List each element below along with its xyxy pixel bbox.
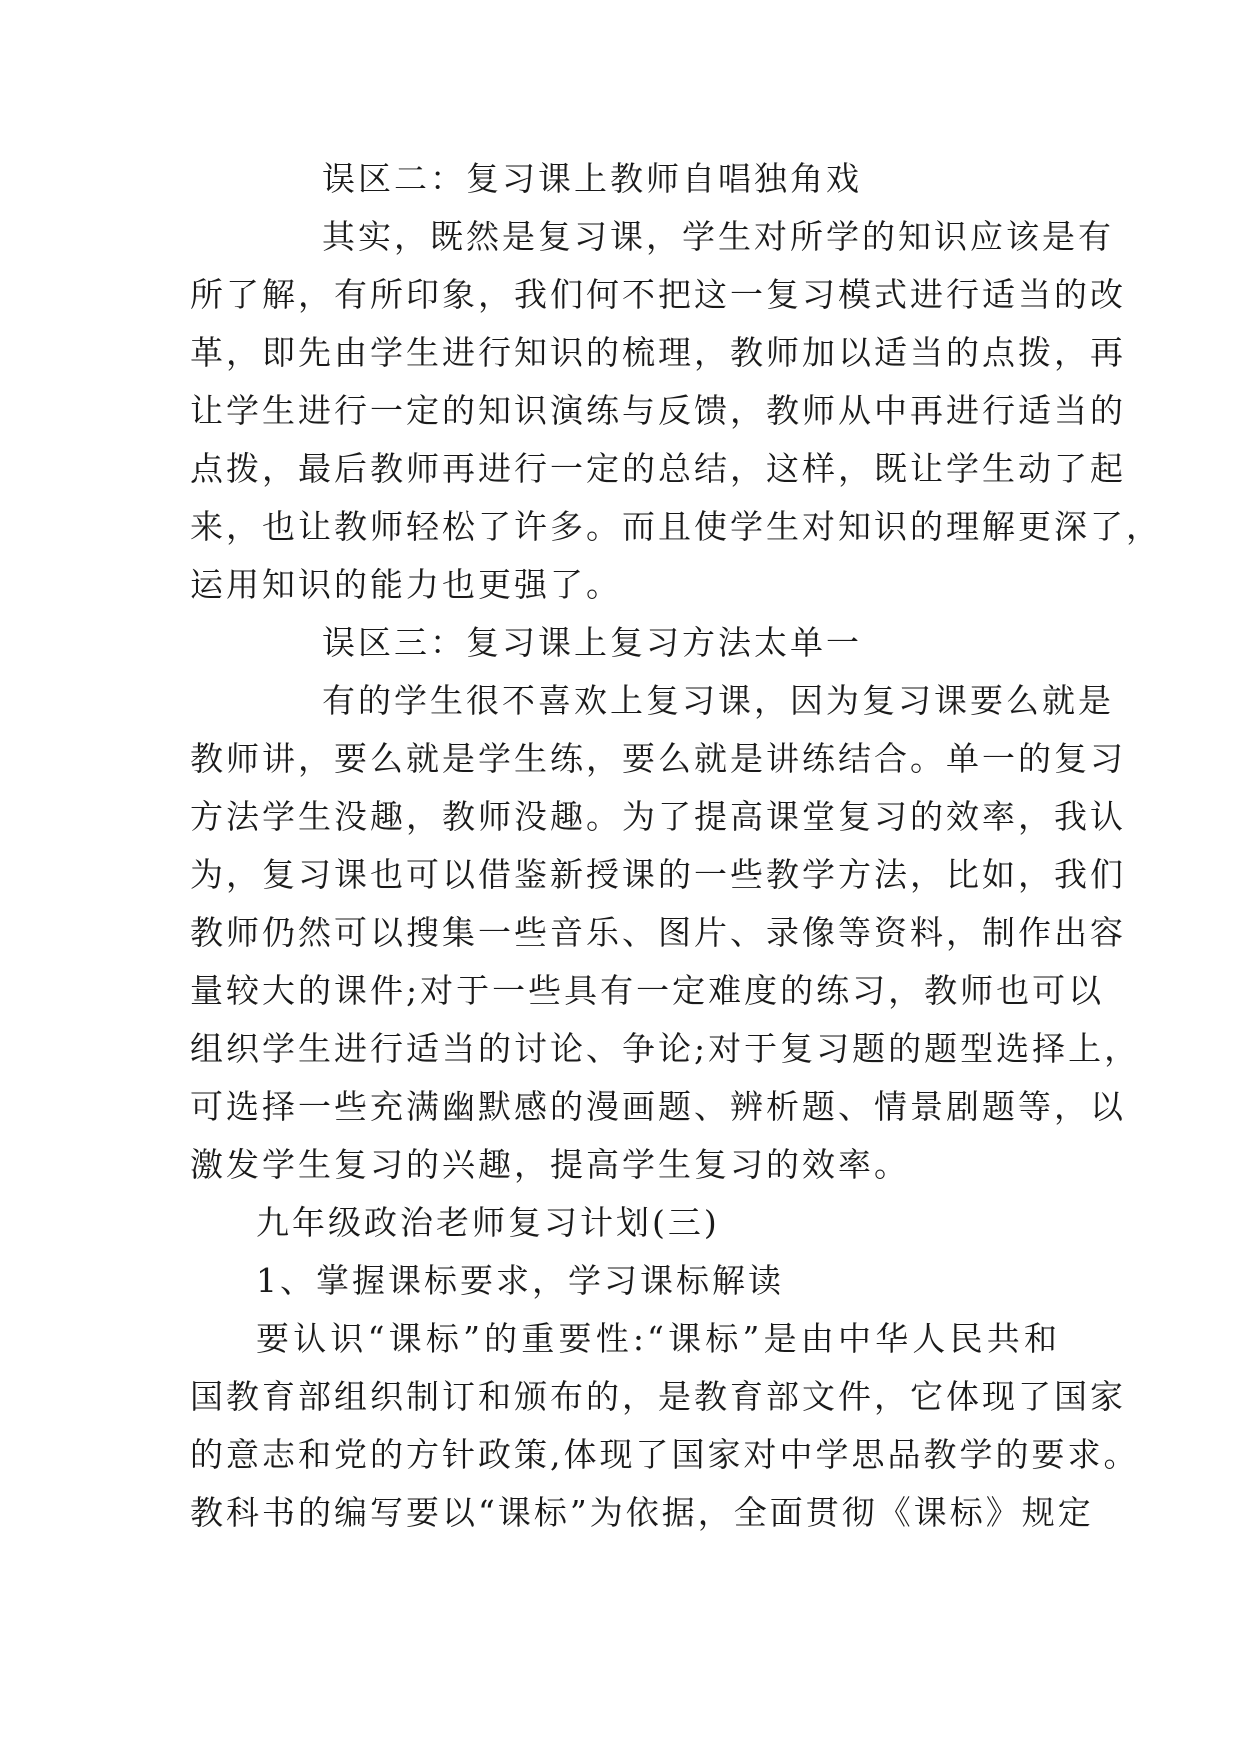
paragraph-line: 让学生进行一定的知识演练与反馈，教师从中再进行适当的	[190, 391, 1126, 430]
paragraph-line: 所了解，有所印象，我们何不把这一复习模式进行适当的改	[190, 275, 1126, 314]
paragraph-line: 来，也让教师轻松了许多。而且使学生对知识的理解更深了，	[190, 507, 1162, 546]
paragraph-line: 点拨，最后教师再进行一定的总结，这样，既让学生动了起	[190, 449, 1126, 488]
paragraph-line: 要认识“课标”的重要性:“课标”是由中华人民共和	[256, 1319, 1060, 1358]
paragraph-line: 的意志和党的方针政策,体现了国家对中学思品教学的要求。	[190, 1435, 1140, 1474]
paragraph-line: 革，即先由学生进行知识的梳理，教师加以适当的点拨，再	[190, 333, 1126, 372]
paragraph-line: 教师仍然可以搜集一些音乐、图片、录像等资料，制作出容	[190, 913, 1126, 952]
document-body	[190, 150, 1162, 1542]
paragraph-line: 教科书的编写要以“课标”为依据，全面贯彻《课标》规定	[190, 1493, 1094, 1532]
paragraph-line: 为，复习课也可以借鉴新授课的一些教学方法，比如，我们	[190, 855, 1126, 894]
section-heading-misconception-2: 误区二：复习课上教师自唱独角戏	[322, 159, 862, 198]
paragraph-line: 激发学生复习的兴趣，提高学生复习的效率。	[190, 1145, 910, 1184]
paragraph-line: 教师讲，要么就是学生练，要么就是讲练结合。单一的复习	[190, 739, 1126, 778]
paragraph-line: 组织学生进行适当的讨论、争论;对于复习题的题型选择上，	[190, 1029, 1141, 1068]
paragraph-line: 国教育部组织制订和颁布的，是教育部文件，它体现了国家	[190, 1377, 1126, 1416]
paragraph-line: 运用知识的能力也更强了。	[190, 565, 622, 604]
paragraph-line: 有的学生很不喜欢上复习课，因为复习课要么就是	[322, 681, 1114, 720]
section-heading-misconception-3: 误区三：复习课上复习方法太单一	[322, 623, 862, 662]
paragraph-line: 方法学生没趣，教师没趣。为了提高课堂复习的效率，我认	[190, 797, 1126, 836]
paragraph-line: 可选择一些充满幽默感的漫画题、辨析题、情景剧题等，以	[190, 1087, 1126, 1126]
subsection-title: 1、掌握课标要求，学习课标解读	[256, 1261, 784, 1300]
paragraph-line: 量较大的课件;对于一些具有一定难度的练习，教师也可以	[190, 971, 1105, 1010]
plan-title: 九年级政治老师复习计划(三)	[256, 1203, 720, 1242]
paragraph-line: 其实，既然是复习课，学生对所学的知识应该是有	[322, 217, 1114, 256]
